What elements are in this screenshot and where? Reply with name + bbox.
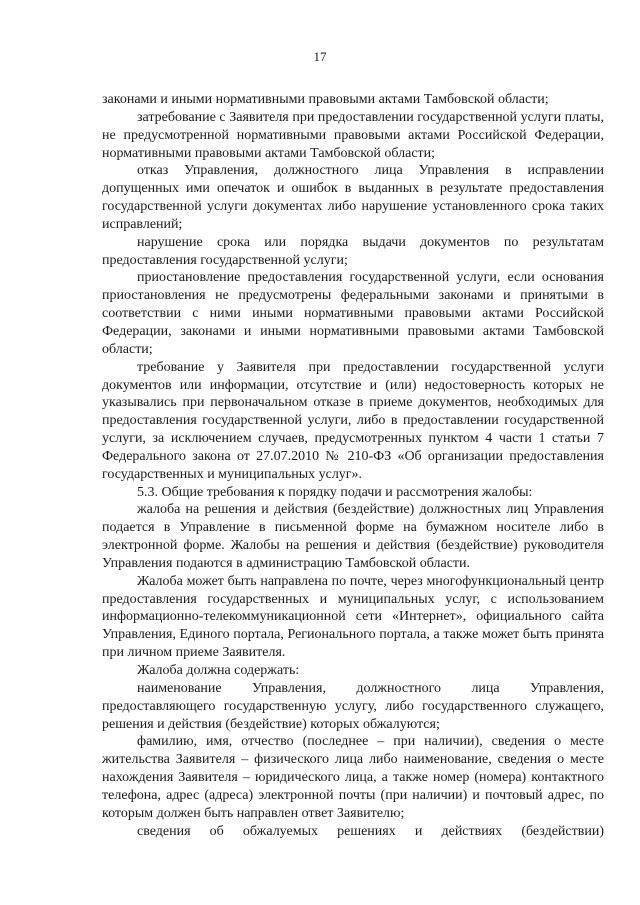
paragraph: нарушение срока или порядка выдачи документов по результатам предоставления государственной услуги;	[102, 234, 604, 268]
paragraph: законами и иными нормативными правовыми актами Тамбовской области;	[102, 92, 549, 107]
paragraph: приостановление предоставления государственной услуги, если основания приостановления не предусмотрены федеральными законами и принятыми в соответствии с ними иными нормативными правовыми актами Российской Федерации, законами и иными нормативными правовыми актами Тамбовской области;	[102, 270, 604, 357]
document-body	[102, 91, 604, 840]
paragraph: наименование Управления, должностного лица Управления, предоставляющего государственную услугу, либо государственного служащего, решения и действия (бездействие) которых обжалуются;	[102, 680, 604, 732]
paragraph: Жалоба может быть направлена по почте, через многофункциональный центр предоставления государственных и муниципальных услуг, с использованием информационно-телекоммуникационной сети «Интернет», официального сайта Управления, Единого портала, Регионального портала, а также может быть принята при личном приеме Заявителя.	[102, 573, 604, 661]
paragraph: фамилию, имя, отчество (последнее – при наличии), сведения о месте жительства Заявителя – физического лица либо наименование, сведения о месте нахождения Заявителя – юридического лица, а также номер (номера) контактного телефона, адрес (адреса) электронной почты (при наличии) и почтовый адрес, по которым должен быть направлен ответ Заявителю;	[102, 734, 604, 821]
paragraph: отказ Управления, должностного лица Управления в исправлении допущенных ими опечаток и ошибок в выданных в результате предоставления государственной услуги документах либо нарушение установленного срока таких исправлений;	[102, 163, 604, 232]
paragraph: 5.3. Общие требования к порядку подачи и рассмотрения жалобы:	[137, 484, 533, 500]
paragraph: сведения об обжалуемых решениях и действиях (бездействии)	[137, 823, 604, 839]
paragraph: жалоба на решения и действия (бездействие) должностных лиц Управления подается в Управление в письменной форме на бумажном носителе либо в электронной форме. Жалобы на решения и действия (бездействие) руководителя Управления подаются в администрацию Тамбовской области.	[102, 502, 604, 571]
page-number: 17	[313, 49, 327, 64]
paragraph: требование у Заявителя при предоставлении государственной услуги документов или информации, отсутствие и (или) недостоверность которых не указывались при первоначальном отказе в приеме документов, необходимых для предоставления государственной услуги, либо в предоставлении государственной услуги, за исключением случаев, предусмотренных пунктом 4 части 1 статьи 7 Федерального закона от 27.07.2010 № 210-ФЗ «Об организации предоставления государственных и муниципальных услуг».	[102, 359, 604, 482]
paragraph: Жалоба должна содержать:	[137, 663, 300, 678]
paragraph: затребование с Заявителя при предоставлении государственной услуги платы, не предусмотренной нормативными правовыми актами Российской Федерации, нормативными правовыми актами Тамбовской области;	[102, 109, 604, 161]
